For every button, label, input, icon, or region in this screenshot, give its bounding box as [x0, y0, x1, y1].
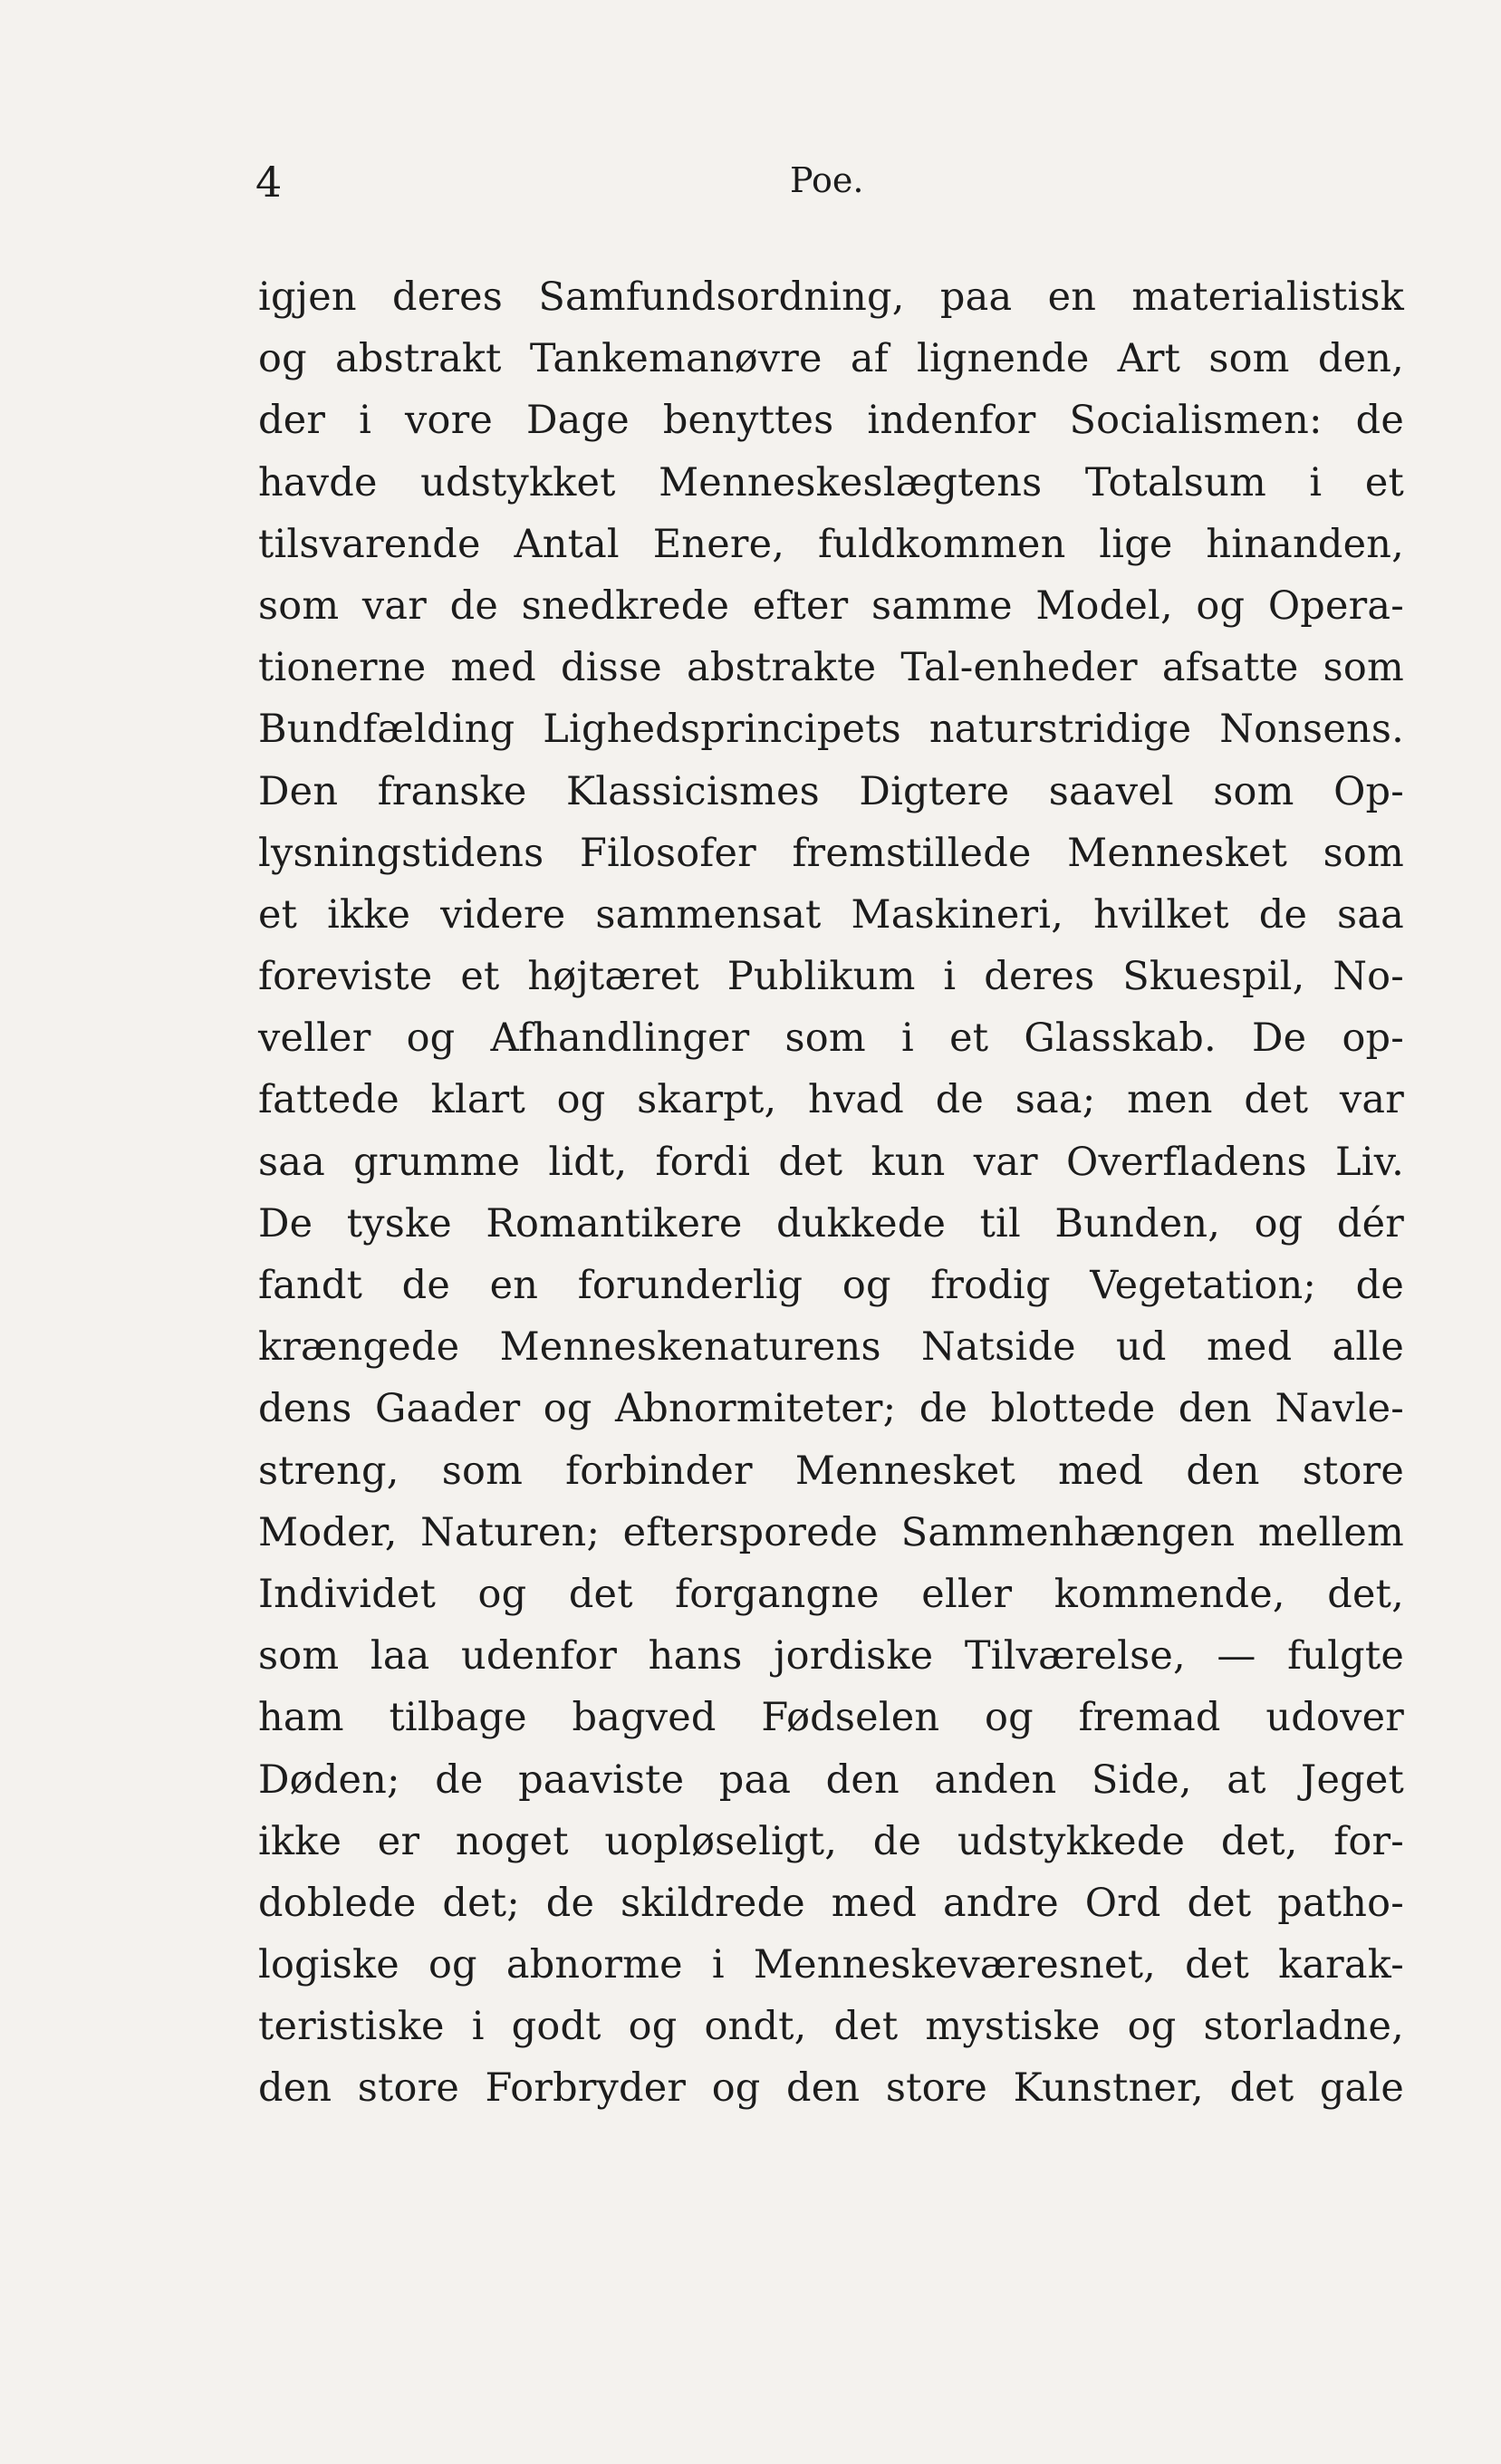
text-line: dens Gaader og Abnormiteter; de blottede den Navle-	[258, 1386, 1404, 1432]
running-head: Poe.	[790, 160, 864, 200]
page-number: 4	[255, 158, 283, 207]
text-line: saa grumme lidt, fordi det kun var Overfladens Liv.	[258, 1139, 1404, 1185]
text-line: Individet og det forgangne eller kommende, det,	[258, 1571, 1404, 1617]
text-line: som var de snedkrede efter samme Model, og Opera-	[258, 582, 1404, 629]
text-line: der i vore Dage benyttes indenfor Socialismen: de	[258, 398, 1404, 444]
text-line: Døden; de paaviste paa den anden Side, at Jeget	[258, 1757, 1404, 1803]
text-line: Den franske Klassicismes Digtere saavel som Op-	[258, 768, 1404, 814]
text-line: igjen deres Samfundsordning, paa en materialistisk	[258, 274, 1404, 320]
text-line: streng, som forbinder Mennesket med den store	[258, 1448, 1404, 1494]
text-line: Moder, Naturen; eftersporede Sammenhængen mellem	[258, 1509, 1404, 1555]
text-line: lysningstidens Filosofer fremstillede Mennesket som	[258, 830, 1404, 876]
text-line: som laa udenfor hans jordiske Tilværelse, — fulgte	[258, 1633, 1404, 1680]
body-text	[258, 266, 1404, 2120]
text-line: teristiske i godt og ondt, det mystiske og storladne,	[258, 2004, 1404, 2050]
text-line: ikke er noget uopløseligt, de udstykkede det, for-	[258, 1818, 1404, 1864]
text-line: tilsvarende Antal Enere, fuldkommen lige hinanden,	[258, 521, 1404, 567]
text-line: havde udstykket Menneskeslægtens Totalsum i et	[258, 459, 1404, 505]
text-line: veller og Afhandlinger som i et Glasskab. De op-	[258, 1015, 1404, 1062]
text-line: De tyske Romantikere dukkede til Bunden, og dér	[258, 1200, 1404, 1246]
text-line: foreviste et højtæret Publikum i deres Skuespil, No-	[258, 954, 1404, 1000]
text-line: den store Forbryder og den store Kunstner, det gale	[258, 2065, 1404, 2112]
text-line: ham tilbage bagved Fødselen og fremad udover	[258, 1695, 1404, 1741]
text-line: tionerne med disse abstrakte Tal-enheder afsatte som	[258, 645, 1404, 691]
text-line: logiske og abnorme i Menneskeværesnet, det karak-	[258, 1942, 1404, 1988]
text-line: og abstrakt Tankemanøvre af lignende Art som den,	[258, 336, 1404, 382]
text-line: et ikke videre sammensat Maskineri, hvilket de saa	[258, 891, 1404, 938]
text-line: fandt de en forunderlig og frodig Vegetation; de	[258, 1263, 1404, 1308]
text-line: fattede klart og skarpt, hvad de saa; men det var	[258, 1077, 1404, 1123]
text-line: doblede det; de skildrede med andre Ord det patho-	[258, 1880, 1404, 1926]
text-line: krængede Menneskenaturens Natside ud med alle	[258, 1324, 1404, 1371]
text-line: Bundfælding Lighedsprincipets naturstridige Nonsens.	[258, 707, 1404, 753]
